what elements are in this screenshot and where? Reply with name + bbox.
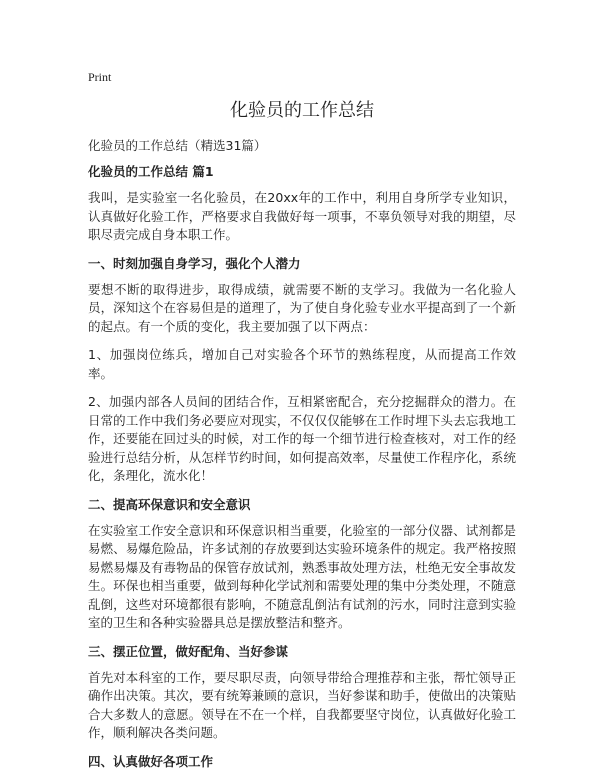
section-heading: 二、提高环保意识和安全意识 — [88, 496, 251, 512]
document-subtitle: 化验员的工作总结（精选31篇） — [88, 138, 267, 153]
article-heading: 化验员的工作总结 篇1 — [88, 164, 214, 179]
document-page — [88, 70, 516, 779]
document-title: 化验员的工作总结 — [230, 100, 374, 121]
paragraph: 2、加强内部各人员间的团结合作，互相紧密配合，充分挖掘群众的潜力。在日常的工作中我们务必要应对现实，不仅仅仅能够在工作时埋下头去忘我地工作，还要能在回过头的时候，对工作的每一个细节进行检查核对，对工作的经验进行总结分析，从怎样节约时间，如何提高效率，尽量使工作程序化，系统化，条理化，流水化！ — [88, 394, 516, 483]
print-label[interactable]: Print — [88, 70, 112, 84]
section-heading: 一、时刻加强自身学习，强化个人潜力 — [88, 255, 301, 271]
paragraph: 首先对本科室的工作，要尽职尽责，向领导带给合理推荐和主张，帮忙领导正确作出决策。其次，要有统筹兼顾的意识，当好参谋和助手，使做出的决策贴合大多数人的意愿。领导在不在一个样，自我都要坚守岗位，认真做好化验工作，顺利解决各类问题。 — [88, 669, 516, 740]
paragraph: 在实验室工作安全意识和环保意识相当重要，化验室的一部分仪器、试剂都是易燃、易爆危险品，许多试剂的存放要到达实验环境条件的规定。我严格按照易燃易爆及有毒物品的保管存放试剂，熟悉事故处理方法，杜绝无安全事故发生。环保也相当重要，做到每种化学试剂和需要处理的集中分类处理，不随意乱倒，这些对环境都很有影响，不随意乱倒沾有试剂的污水，同时注意到实验室的卫生和各种实验器具总是摆放整洁和整齐。 — [88, 522, 516, 630]
paragraph: 要想不断的取得进步，取得成绩，就需要不断的支学习。我做为一名化验人员，深知这个在容易但是的道理了，为了使自身化验专业水平提高到了一个新的起点。有一个质的变化，我主要加强了以下两点： — [88, 281, 516, 334]
section-heading: 四、认真做好各项工作 — [88, 753, 214, 769]
paragraph: 1、加强岗位练兵，增加自己对实验各个环节的熟练程度，从而提高工作效率。 — [88, 347, 516, 381]
section-heading: 三、摆正位置，做好配角、当好参谋 — [88, 643, 289, 659]
paragraph: 我叫，是实验室一名化验员，在20xx年的工作中，利用自身所学专业知识，认真做好化验工作，严格要求自我做好每一项事，不辜负领导对我的期望，尽职尽责完成自身本职工作。 — [88, 190, 516, 242]
